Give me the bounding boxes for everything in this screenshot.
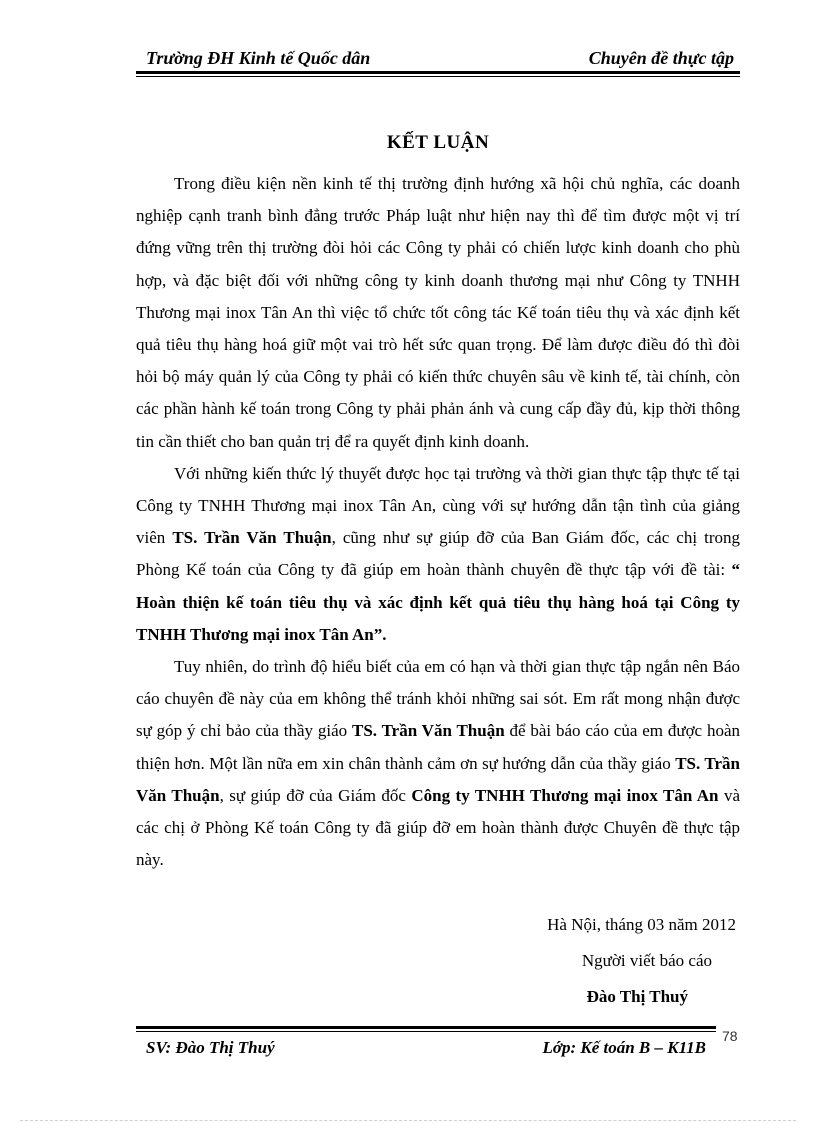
paragraph-1: Trong điều kiện nền kinh tế thị trường định hướng xã hội chủ nghĩa, các doanh nghiệp cạnh tranh bình đẳng trước Pháp luật như hiện nay thì để tìm được một vị trí đứng vững trên thị trường đòi hỏi các Công ty phải có chiến lược kinh doanh cho phù hợp, và đặc biệt đối với những công ty kinh doanh thương mại như Công ty TNHH Thương mại inox Tân An thì việc tổ chức tốt công tác Kế toán tiêu thụ và xác định kết quả tiêu thụ hàng hoá giữ một vai trò hết sức quan trọng. Để làm được điều đó thì đòi hỏi bộ máy quản lý của Công ty phải có kiến thức chuyên sâu về kinh tế, tài chính, còn các phần hành kế toán trong Công ty phải phản ánh và cung cấp đầy đủ, kịp thời thông tin cần thiết cho ban quản trị để ra quyết định kinh doanh. [136,174,740,451]
paragraph-3-text: , sự giúp đỡ của Giám đốc [219,785,412,805]
paragraph-3 [136,651,740,876]
page-title: KẾT LUẬN [386,132,490,153]
footer-student: SV: Đào Thị Thuý [146,1038,275,1057]
paragraph-3-text: Tuy nhiên, do trình độ hiểu biết của em có hạn và thời gian thực tập ngắn nên Báo cáo chuyên đề này của em không thể tránh khỏi những sai sót. Em rất mong nhận được sự góp ý chỉ bảo của thầy giáo [136,657,740,741]
footer-class: Lớp: Kế toán B – K11B [542,1038,706,1057]
paragraph-2-text: Với những kiến thức lý thuyết được học tại trường và thời gian thực tập thực tế tại Công ty TNHH Thương mại inox Tân An, cùng với sự hướng dẫn tận tình của giảng viên [136,463,740,548]
header-rule-thin [136,76,740,77]
signature-name: Đào Thị Thuý [586,987,688,1006]
header-university: Trường ĐH Kinh tế Quốc dân [146,48,371,68]
footer-rule [136,1026,716,1029]
advisor-name: TS. Trần Văn Thuận [172,528,332,548]
page-number: 78 [722,1028,738,1044]
company-name: Công ty TNHH Thương mại inox Tân An [411,785,719,805]
page-edge [20,1120,796,1121]
body-text [136,168,740,876]
footer-rule-thin [136,1031,716,1032]
advisor-name: TS. Trần Văn Thuận [352,721,505,741]
signature-role: Người viết báo cáo [581,951,712,970]
advisor-name: TS. Trần Văn Thuận [136,753,740,805]
paragraph-2 [136,458,740,651]
paragraph-2-text: , cũng như sự giúp đỡ của Ban Giám đốc, các chị trong Phòng Kế toán của Công ty đã giúp em hoàn thành chuyên đề thực tập với đề tài: [136,528,740,580]
header-document-type: Chuyên đề thực tập [588,48,734,68]
header-rule [136,71,740,74]
thesis-topic: “ Hoàn thiện kế toán tiêu thụ và xác định kết quả tiêu thụ hàng hoá tại Công ty TNHH Thương mại inox Tân An”. [136,560,740,644]
paragraph-3-text: và các chị ở Phòng Kế toán Công ty đã giúp đỡ em hoàn thành được Chuyên đề thực tập này. [136,785,741,870]
page-header [136,46,740,70]
paragraph-3-text: để bài báo cáo của em được hoàn thiện hơn. Một lần nữa em xin chân thành cảm ơn sự hướng dẫn của thầy giáo [136,721,740,773]
signature-date: Hà Nội, tháng 03 năm 2012 [547,915,736,934]
